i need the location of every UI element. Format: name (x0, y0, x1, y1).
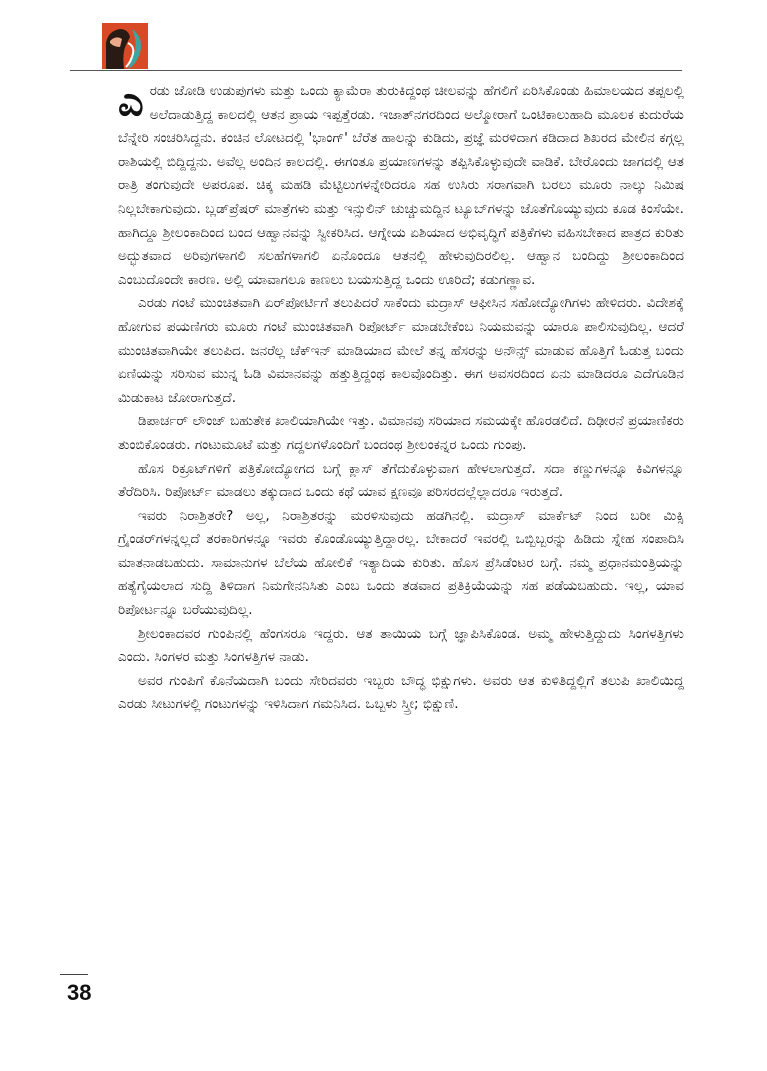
article-paragraph: ಡಿಪಾರ್ಚರ್ ಲೌಂಜ್ ಬಹುತೇಕ ಖಾಲಿಯಾಗಿಯೇ ಇತ್ತು. ವಿಮಾನವು ಸರಿಯಾದ ಸಮಯಕ್ಕೇ ಹೊರಡಲಿದೆ. ದಿಢೀರನೆ ಪ್ರಯಾಣಿಕರು ತುಂಬಿಕೊಂಡರು. ಗಂಟುಮೂಟೆ ಮತ್ತು ಗದ್ದಲಗಳೊಂದಿಗೆ ಬಂದಂಥ ಶ್ರೀಲಂಕನ್ನರ ಒಂದು ಗುಂಪು. (118, 413, 684, 453)
magazine-logo (102, 23, 148, 69)
article-paragraph: ಶ್ರೀಲಂಕಾದವರ ಗುಂಪಿನಲ್ಲಿ ಹೆಂಗಸರೂ ಇದ್ದರು. ಆತ ತಾಯಿಯ ಬಗ್ಗೆ ಜ್ಞಾಪಿಸಿಕೊಂಡ. ಅಮ್ಮ ಹೇಳುತ್ತಿದ್ದುದು ಸಿಂಗಳತ್ತಿಗಳು ಎಂದು. ಸಿಂಗಳರ ಮತ್ತು ಸಿಂಗಳತ್ತಿಗಳ ನಾಡು. (118, 625, 684, 666)
article-paragraph: ಅವರ ಗುಂಪಿಗೆ ಕೊನೆಯದಾಗಿ ಬಂದು ಸೇರಿದವರು ಇಬ್ಬರು ಬೌದ್ಧ ಭಿಕ್ಷುಗಳು. ಅವರು ಆತ ಕುಳಿತಿದ್ದಲ್ಲಿಗೆ ತಲುಪಿ ಖಾಲಿಯಿದ್ದ ಎರಡು ಸೀಟುಗಳಲ್ಲಿ ಗಂಟುಗಳನ್ನು ಇಳಿಸಿದಾಗ ಗಮನಿಸಿದ. ಒಬ್ಬಳು ಸ್ತ್ರೀ; ಭಿಕ್ಷುಣಿ. (118, 672, 684, 713)
footer-rule (60, 974, 88, 975)
article-paragraph: ಎರಡು ಜೋಡಿ ಉಡುಪುಗಳು ಮತ್ತು ಒಂದು ಕ್ಯಾಮೆರಾ ತುರುಕಿದ್ದಂಥ ಚೀಲವನ್ನು ಹೆಗಲಿಗೆ ಏರಿಸಿಕೊಂಡು ಹಿಮಾಲಯದ ತಪ್ಪಲಲ್ಲಿ ಅಲೆದಾಡುತ್ತಿದ್ದ ಕಾಲದಲ್ಲಿ ಆತನ ಪ್ರಾಯ ಇಪ್ಪತ್ತೆರಡು. ಇಜಾತ್‌ನಗರದಿಂದ ಅಲ್ಮೋರಾಗೆ ಒಂಟಿಕಾಲುಹಾದಿ ಮೂಲಕ ಕುದುರೆಯ ಬೆನ್ನೇರಿ ಸಂಚರಿಸಿದ್ದನು. ಕಂಚಿನ ಲೋಟದಲ್ಲಿ 'ಭಾಂಗ್' ಬೆರೆತ ಹಾಲನ್ನು ಕುಡಿದು, ಪ್ರಜ್ಞೆ ಮರಳಿದಾಗ ಕಡಿದಾದ ಶಿಖರದ ಮೇಲಿನ ಕಗ್ಗಲ್ಲ ರಾಶಿಯಲ್ಲಿ ಬಿದ್ದಿದ್ದನು. ಅವೆಲ್ಲ ಅಂದಿನ ಕಾಲದಲ್ಲಿ. ಈಗಂತೂ ಪ್ರಯಾಣಗಳನ್ನು ತಪ್ಪಿಸಿಕೊಳ್ಳುವುದೇ ವಾಡಿಕೆ. ಬೇರೊಂದು ಜಾಗದಲ್ಲಿ ಆತ ರಾತ್ರಿ ತಂಗುವುದೇ ಅಪರೂಪ. ಚಿಕ್ಕ ಮಹಡಿ ಮೆಟ್ಟಿಲುಗಳನ್ನೇರಿದರೂ ಸಹ ಉಸಿರು ಸರಾಗವಾಗಿ ಬರಲು ಮೂರು ನಾಲ್ಕು ನಿಮಿಷ ನಿಲ್ಲಬೇಕಾಗುವುದು. ಬ್ಲಡ್‌ಪ್ರೆಷರ್ ಮಾತ್ರೆಗಳು ಮತ್ತು ಇನ್ಸುಲಿನ್ ಚುಚ್ಚುಮದ್ದಿನ ಟ್ಯೂಬ್‌ಗಳನ್ನು ಜೊತೆಗೊಯ್ಯುವುದು ಕೂಡ ಕಿಂಸೆಯೇ. ಹಾಗಿದ್ದೂ ಶ್ರೀಲಂಕಾದಿಂದ ಬಂದ ಆಹ್ವಾನವನ್ನು ಸ್ವೀಕರಿಸಿದ. ಆಗ್ನೇಯ ಏಶಿಯಾದ ಅಭಿವೃದ್ಧಿಗೆ ಪತ್ರಿಕೆಗಳು ವಹಿಸಬೇಕಾದ ಪಾತ್ರದ ಕುರಿತು ಅದ್ಭುತವಾದ ಅರಿವುಗಳಾಗಲಿ ಸಲಹೆಗಳಾಗಲಿ ಏನೊಂದೂ ಆತನಲ್ಲಿ ಹೇಳುವುದಿರಲಿಲ್ಲ. ಆಹ್ವಾನ ಬಂದಿದ್ದು ಶ್ರೀಲಂಕಾದಿಂದ ಎಂಬುದೊಂದೇ ಕಾರಣ. ಅಲ್ಲಿ ಯಾವಾಗಲೂ ಕಾಣಲು ಬಯಸುತ್ತಿದ್ದ ಒಂದು ಊರಿದೆ; ಕಡುಗಣ್ಣಾವ. (118, 79, 684, 288)
drop-cap: ಎ (118, 79, 144, 125)
article-paragraph: ಎರಡು ಗಂಟೆ ಮುಂಚಿತವಾಗಿ ಏರ್‌ಪೋರ್ಟಿಗೆ ತಲುಪಿದರೆ ಸಾಕೆಂದು ಮದ್ರಾಸ್ ಆಫೀಸಿನ ಸಹೋದ್ಯೋಗಿಗಳು ಹೇಳಿದರು. ವಿದೇಶಕ್ಕೆ ಹೋಗುವ ಪಯಣಿಗರು ಮೂರು ಗಂಟೆ ಮುಂಚಿತವಾಗಿ ರಿಪೋರ್ಟ್ ಮಾಡಬೇಕೆಂಬ ನಿಯಮವನ್ನು ಯಾರೂ ಪಾಲಿಸುವುದಿಲ್ಲ. ಆದರೆ ಮುಂಚಿತವಾಗಿಯೇ ತಲುಪಿದ. ಜನರೆಲ್ಲ ಚೆಕ್‌ಇನ್ ಮಾಡಿಯಾದ ಮೇಲೆ ತನ್ನ ಹೆಸರನ್ನು ಅನೌನ್ಸ್ ಮಾಡುವ ಹೊತ್ತಿಗೆ ಓಡುತ್ತ ಬಂದು ಏಣಿಯನ್ನು ಸರಿಸುವ ಮುನ್ನ ಓಡಿ ವಿಮಾನವನ್ನು ಹತ್ತುತ್ತಿದ್ದಂಥ ಕಾಲವೊಂದಿತ್ತು. ಈಗ ಅವಸರದಿಂದ ಏನು ಮಾಡಿದರೂ ಎದೆಗೂಡಿನ ಮಿಡುಕಾಟ ಜೋರಾಗುತ್ತದೆ. (118, 295, 684, 406)
header-rule (70, 70, 682, 71)
article-paragraph: ಇವರು ನಿರಾಶ್ರಿತರೇ? ಅಲ್ಲ, ನಿರಾಶ್ರಿತರನ್ನು ಮರಳಿಸುವುದು ಹಡಗಿನಲ್ಲಿ. ಮದ್ರಾಸ್ ಮಾರ್ಕೆಟ್ ನಿಂದ ಬರೀ ಮಿಕ್ಸಿ ಗ್ರೈಂಡರ್‌ಗಳನ್ನಲ್ಲದೆ ತರಕಾರಿಗಳನ್ನೂ ಇವರು ಕೊಂಡೊಯ್ಯುತ್ತಿದ್ದಾರಲ್ಲ. ಬೇಕಾದರೆ ಇವರಲ್ಲಿ ಒಬ್ಬಿಬ್ಬರನ್ನು ಹಿಡಿದು ಸ್ನೇಹ ಸಂಪಾದಿಸಿ ಮಾತನಾಡಬಹುದು. ಸಾಮಾನುಗಳ ಬೆಲೆಯ ಹೋಲಿಕೆ ಇತ್ಯಾದಿಯ ಕುರಿತು. ಹೊಸ ಪ್ರೆಸಿಡೆಂಟರ ಬಗ್ಗೆ. ನಮ್ಮ ಪ್ರಧಾನಮಂತ್ರಿಯನ್ನು ಹತ್ಯೆಗೈಯಲಾದ ಸುದ್ದಿ ತಿಳಿದಾಗ ನಿಮಗೇನನಿಸಿತು ಎಂಬ ಒಂದು ತಡವಾದ ಪ್ರತಿಕ್ರಿಯೆಯನ್ನು ಸಹ ಪಡೆಯಬಹುದು. ಇಲ್ಲ, ಯಾವ ರಿಪೋರ್ಟನ್ನೂ ಬರೆಯುವುದಿಲ್ಲ. (118, 507, 684, 619)
article-body (118, 80, 684, 717)
article-paragraph: ಹೊಸ ರಿಕ್ರೂಟ್‌ಗಳಿಗೆ ಪತ್ರಿಕೋದ್ಯೋಗದ ಬಗ್ಗೆ ಕ್ಲಾಸ್ ತೆಗೆದುಕೊಳ್ಳುವಾಗ ಹೇಳಲಾಗುತ್ತದೆ. ಸದಾ ಕಣ್ಣುಗಳನ್ನೂ ಕಿವಿಗಳನ್ನೂ ತೆರೆದಿರಿಸಿ. ರಿಪೋರ್ಟ್ ಮಾಡಲು ತಕ್ಕುದಾದ ಒಂದು ಕಥೆ ಯಾವ ಕ್ಷಣವೂ ಪರಿಸರದಲ್ಲೆಲ್ಲಾದರೂ ಇರುತ್ತದೆ. (118, 460, 684, 501)
page-number: 38 (67, 980, 92, 1005)
